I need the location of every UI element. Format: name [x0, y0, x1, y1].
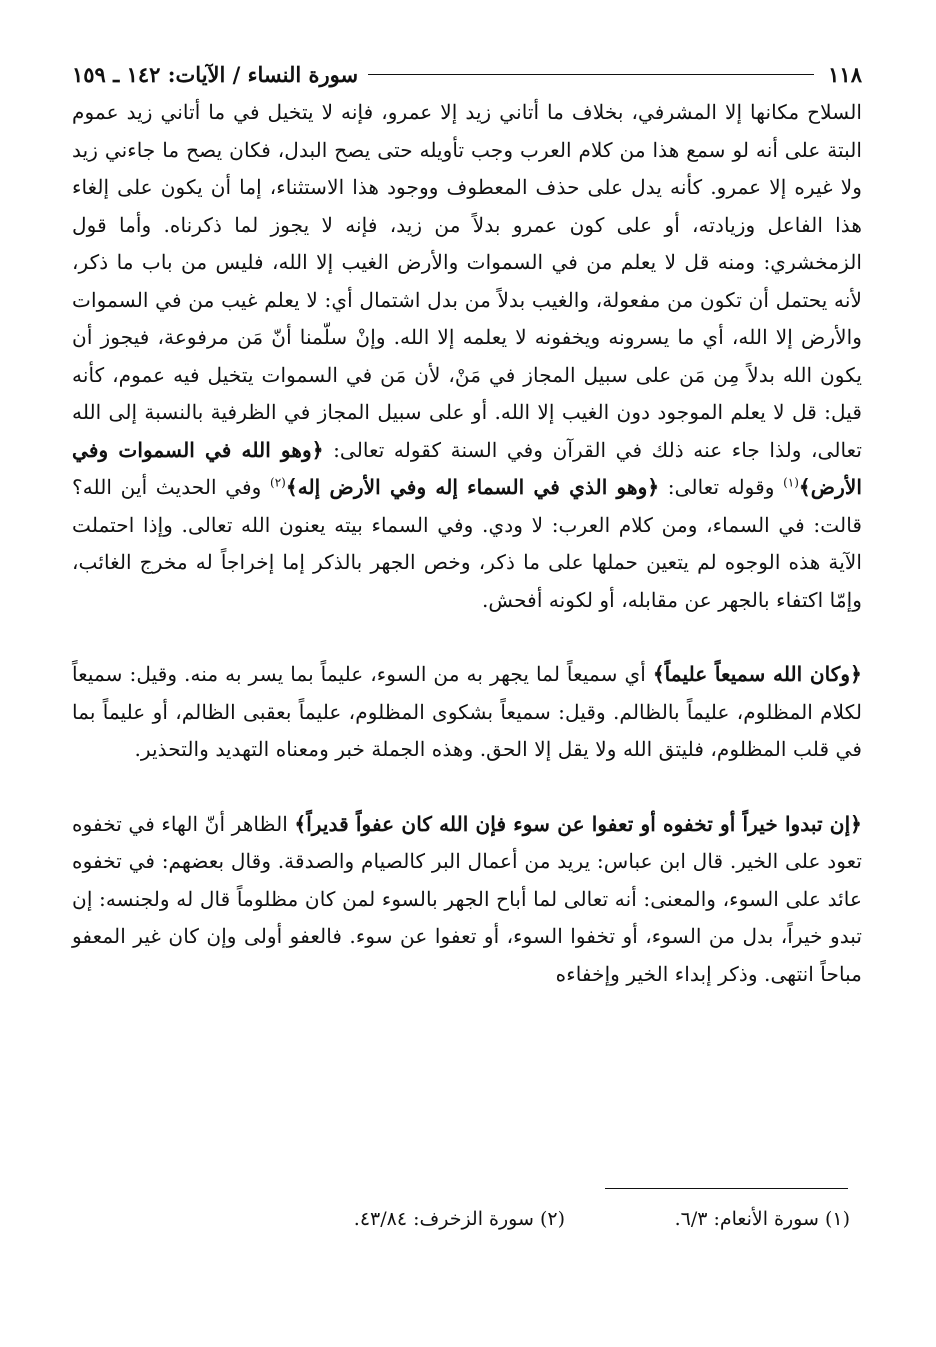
header-rule: [368, 74, 814, 75]
page-number: ١١٨: [828, 61, 862, 87]
quran-verse: ﴿وكان الله سميعاً عليماً﴾: [652, 662, 862, 686]
text-span: وقوله تعالى:: [659, 475, 784, 499]
text-span: وفي الحديث أين الله؟ قالت: في السماء، ومن كلام العرب: لا ودي. وفي السماء بيته يعنون الله تعالى. وإذا احتملت الآية هذه الوجوه لم يتعين حملها على ما ذكر، وخص الجهر بالذكر إما إخراجاً له مخرج الغائب، وإمّا اكتفاء بالجهر عن مقابله، أو لكونه أفحش.: [72, 475, 862, 612]
paragraph-2: [72, 656, 862, 769]
footnote-1: (١) سورة الأنعام: ٦/٣.: [674, 1208, 850, 1230]
footnote-ref: (١): [783, 475, 799, 490]
quran-verse: ﴿وهو الله في السموات وفي الأرض﴾: [72, 437, 863, 499]
running-head: [72, 56, 862, 92]
paragraph-1: [72, 94, 862, 619]
footnotes: [150, 1208, 850, 1230]
quran-verse: ﴿وهو الذي في السماء إله وفي الأرض إله﴾: [285, 475, 660, 499]
page: [72, 56, 862, 993]
text-span: أي سميعاً لما يجهر به من السوء، عليماً بما يسر به منه. وقيل: سميعاً لكلام المظلوم، عليماً بالظالم. وقيل: سميعاً بشكوى المظلوم، عليماً بعقبى الظالم، أو عليماً بما في قلب المظلوم، فليتق الله ولا يقل إلا الحق. وهذه الجملة خبر ومعناه التهديد والتحذير.: [72, 662, 862, 761]
body-text: [72, 94, 862, 993]
text-span: الظاهر أنّ الهاء في تخفوه تعود على الخير. قال ابن عباس: يريد من أعمال البر كالصيام والصدقة. وقال بعضهم: في تخفوه عائد على السوء، والمعنى: أنه تعالى لما أباح الجهر بالسوء لمن كان مظلوماً قال له ولجنسه: إن تبدو خيراً، بدل من السوء، أو تخفوا السوء، أو تعفوا عن سوء. فالعفو أولى وإن كان غير المعفو مباحاً انتهى. وذكر إبداء الخير وإخفاءه: [72, 811, 862, 986]
running-title: سورة النساء / الآيات: ١٤٢ ـ ١٥٩: [72, 61, 359, 87]
quran-verse: ﴿إن تبدوا خيراً أو تخفوه أو تعفوا عن سوء فإن الله كان عفواً قديراً﴾: [294, 811, 863, 836]
text-span: السلاح مكانها إلا المشرفي، بخلاف ما أتاني زيد إلا عمرو، فإنه لا يتخيل في ما أتاني زيد عموم البتة على أنه لو سمع هذا من كلام العرب وجب تأويله حتى يصح البدل، فكان يصح ما جاءني زيد ولا غيره إلا عمرو. كأنه يدل على حذف المعطوف ووجود هذا الاستثناء، إما أن يكون على إلغاء هذا الفاعل وزيادته، أو على كون عمرو بدلاً من زيد، فإنه لا يجوز لما ذكرناه. وأما قول الزمخشري: ومنه قل لا يعلم من في السموات والأرض الغيب إلا الله، فليس من باب ما ذكر، لأنه يحتمل أن تكون من مفعولة، والغيب بدلاً من بدل اشتمال أي: لا يعلم غيب من في السموات والأرض إلا الله، أي ما يسرونه ويخفونه لا يعلمه إلا الله. وإنْ سلّمنا أنّ مَن مرفوعة، فيجوز أن يكون الله بدلاً مِن مَن على سبيل المجاز في مَنْ، لأن مَن في السموات يتخيل فيه عموم، كأنه قيل: قل لا يعلم الموجود دون الغيب إلا الله. أو على سبيل المجاز في الظرفية بالنسبة إلى الله تعالى، ولذا جاء عنه ذلك في القرآن وفي السنة كقوله تعالى:: [72, 100, 862, 462]
footnote-2: (٢) سورة الزخرف: ٤٣/٨٤.: [353, 1208, 565, 1230]
footnote-rule: [605, 1188, 848, 1189]
paragraph-3: [72, 806, 862, 994]
footnote-ref: (٢): [270, 475, 286, 490]
